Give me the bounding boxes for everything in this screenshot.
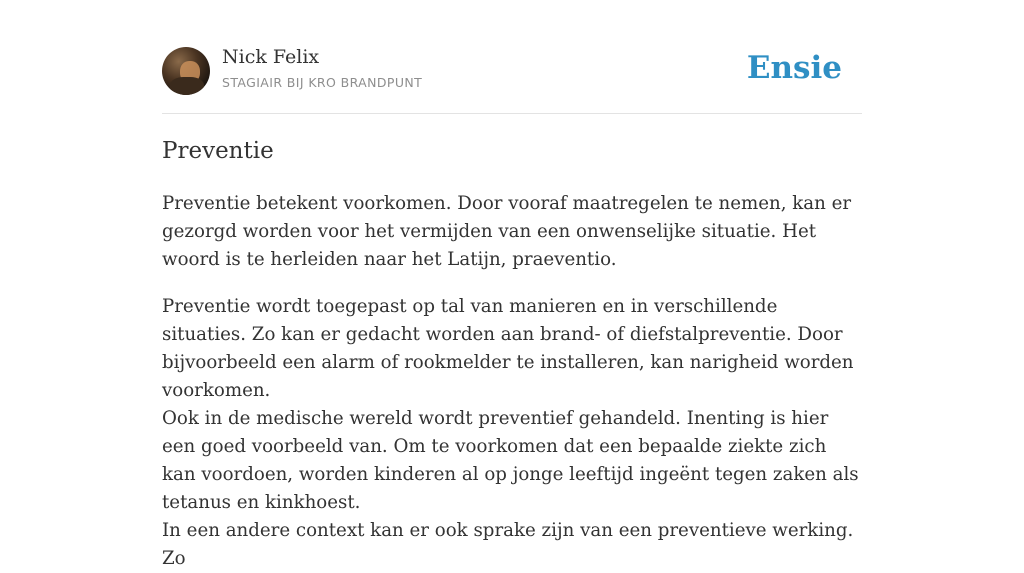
paragraph: Preventie wordt toegepast op tal van manieren en in verschillende situaties. Zo kan er gedacht worden aan brand- of diefstalpreventie. Door bijvoorbeeld een alarm of rookmelder te installeren, kan narigheid worden voorkomen. [162, 296, 854, 401]
brand-logo[interactable]: Ensie [746, 50, 842, 86]
paragraph: Ook in de medische wereld wordt preventief gehandeld. Inenting is hier een goed voorbeeld van. Om te voorkomen dat een bepaalde ziekte zich kan voordoen, worden kinderen al op jonge leeftijd ingeënt tegen zaken als tetanus en kinkhoest. [162, 408, 859, 513]
article-header [162, 0, 862, 114]
author-name[interactable]: Nick Felix [222, 46, 320, 68]
page-container [162, 0, 862, 569]
avatar-body-shape [170, 77, 204, 95]
author-avatar[interactable] [162, 47, 210, 95]
article-body [162, 190, 862, 573]
author-role: STAGIAIR BIJ KRO BRANDPUNT [222, 75, 423, 90]
article-title: Preventie [162, 138, 274, 164]
paragraph: Preventie betekent voorkomen. Door vooraf maatregelen te nemen, kan er gezorgd worden voor het vermijden van een onwenselijke situatie. Het woord is te herleiden naar het Latijn, praeventio. [162, 193, 852, 270]
paragraph: In een andere context kan er ook sprake zijn van een preventieve werking. Zo [162, 520, 854, 569]
